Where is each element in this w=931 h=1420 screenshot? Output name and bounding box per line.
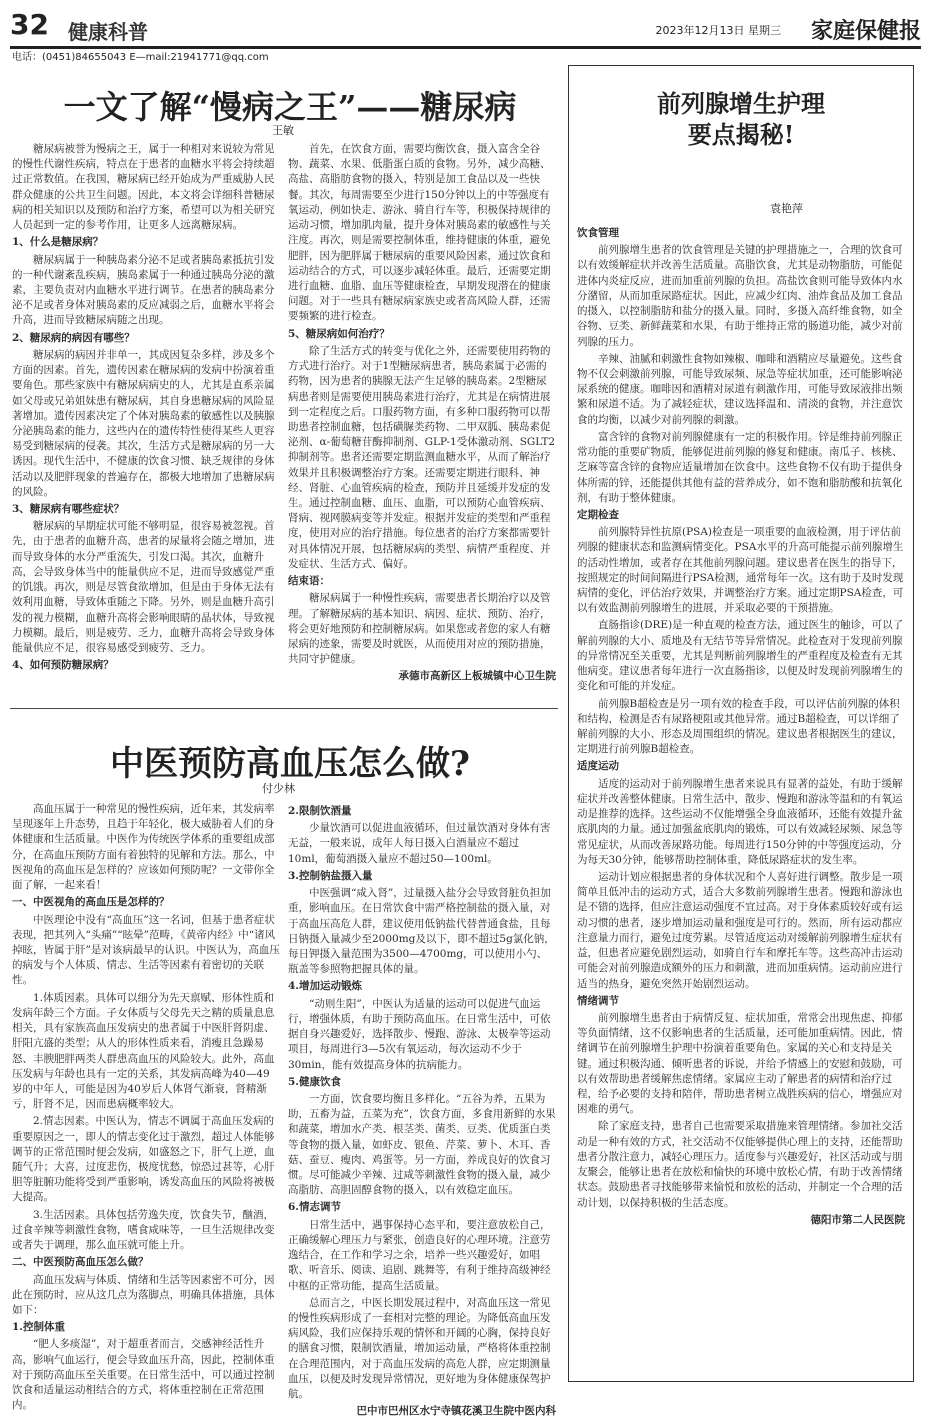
paragraph: 富含锌的食物对前列腺健康有一定的积极作用。锌是维持前列腺正常功能的重要矿物质，能够促进前列腺的修复和健康。南瓜子、核桃、芝麻等富含锌的食物应适量增加在饮食中。这些食物不仅有助于提供身体所需的锌，还能提供其他有益的营养成分，如不饱和脂肪酸和抗氧化剂，有助于整体健康。 bbox=[577, 430, 903, 504]
paragraph: 糖尿病属于一种胰岛素分泌不足或者胰岛素抵抗引发的一种代谢紊乱疾病，胰岛素属于一种通过胰岛分泌的激素，主要负责对内血糖水平进行调节。在患者的胰岛素分泌不足或者身体对胰岛素的反应减弱之后，血糖水平将会升高，进而导致糖尿病随之出现。 bbox=[12, 253, 275, 327]
section-heading: 5.健康饮食 bbox=[288, 1075, 341, 1088]
article3-body bbox=[577, 224, 905, 1372]
section-heading: 5、糖尿病如何治疗？ bbox=[288, 327, 390, 340]
article2-author: 付少林 bbox=[262, 782, 295, 795]
paragraph: 少量饮酒可以促进血液循环，但过量饮酒对身体有害无益，一般来说，成年人每日摄入白酒量应不超过10ml，葡萄酒摄入量应不超过50—100ml。 bbox=[288, 822, 551, 865]
paragraph: 中医理论中没有“高血压”这一名词，但基于患者症状表现，把其列入“头痛”“眩晕”范畴，《黄帝内经》中“诸风掉眩，皆属于肝”是对该病最早的认识。中医认为，高血压的病发与个人体质、情志、生活等因素有着密切的关联性。 bbox=[12, 913, 280, 987]
section-heading: 适度运动 bbox=[577, 760, 619, 773]
section-heading: 结束语： bbox=[288, 575, 330, 588]
section-heading: 3、糖尿病有哪些症状？ bbox=[12, 503, 125, 516]
paragraph: 糖尿病属于一种慢性疾病，需要患者长期治疗以及管理。了解糖尿病的基本知识、病因、症状、预防、治疗，将会更好地预防和控制糖尿病。如果您或者您的家人有糖尿病的迹象，需要及时就医，从而使用对应的预防措施，共同守护健康。 bbox=[288, 592, 551, 666]
section-heading: 情绪调节 bbox=[577, 994, 619, 1007]
paragraph: 日常生活中，遇事保持心态平和，要注意放松自己，正确缓解心理压力与紧张，创造良好的心理环境。注意劳逸结合，在工作和学习之余，培养一些兴趣爱好，如唱歌、听音乐、阅读、追剧、跳舞等，有利于维持高级神经中枢的正常功能，提高生活质量。 bbox=[288, 1218, 551, 1292]
paragraph: 除了生活方式的转变与优化之外，还需要使用药物的方式进行治疗。对于1型糖尿病患者，胰岛素属于必需的药物，因为患者的胰腺无法产生足够的胰岛素。2型糖尿病患者则是需要使用胰岛素进行治疗，尤其是在病情进展到一定程度之后。口服药物方面，有多种口服药物可以帮助患者控制血糖，包括磺脲类药物、二甲双胍、胰岛素促泌剂、α-葡萄糖苷酶抑制剂、GLP-1受体激动剂、SGLT2抑制剂等。患者还需要定期监测血糖水平，从而了解治疗效果并且积极调整治疗方案。还需要定期进行眼科、神经、肾脏、心血管疾病的检查，预防并且延缓并发症的发生。通过控制血糖、血压、血脂，可以预防心血管疾病、肾病、视网膜病变等并发症。根据并发症的类型和严重程度，使用对应的治疗措施。每位患者的治疗方案都需要针对具体情况开展，包括糖尿病的类型、病情严重程度、并发症状、生活方式、偏好。 bbox=[288, 344, 556, 570]
paragraph: 首先，在饮食方面，需要均衡饮食，摄入富含全谷物、蔬菜、水果、低脂蛋白质的食物。另外，减少高糖、高盐、高脂肪食物的摄入，特别是加工食品以及一些快餐。其次，每周需要至少进行150分钟以上的中等强度有氧运动，例如快走、游泳、骑自行车等，积极保持规律的运动习惯，增加肌肉量，提升身体对胰岛素的敏感性与关注度。再次，则是需要控制体重，维持健康的体重，避免肥胖，因为肥胖属于糖尿病的重要风险因素，通过饮食和运动结合的方式，可以逐步减轻体重。最后，还需要定期进行血糖、血脂、血压等健康检查，早期发现潜在的健康问题。对于一些具有糖尿病家族史或者高风险人群，还需要频繁的进行检查。 bbox=[288, 143, 551, 323]
paragraph: 3.生活因素。具体包括劳逸失度，饮食失节，酗酒，过食辛辣等刺激性食物，嗜食咸味等，一旦生活规律改变或者失于调理，那么血压就可能上升。 bbox=[12, 1208, 275, 1252]
section-heading: 3.控制钠盐摄入量 bbox=[288, 869, 373, 882]
paper-name: 家庭保健报 bbox=[810, 18, 921, 44]
article3-author: 袁艳萍 bbox=[770, 202, 803, 215]
paragraph: “肥人多痰湿”，对于超重者而言，交感神经活性升高，影响气血运行，便会导致血压升高，因此，控制体重对于预防高血压至关重要。在日常生活中，可以通过控制饮食和适量运动相结合的方式，将体重控制在正常范围内。 bbox=[12, 1338, 275, 1412]
paragraph: 运动计划应根据患者的身体状况和个人喜好进行调整。散步是一项简单且低冲击的运动方式，适合大多数前列腺增生患者。慢跑和游泳也是不错的选择，但应注意运动强度不宜过高。对于身体素质较好或有运动习惯的患者，逐步增加运动量和强度是可行的。然而，所有运动都应注意量力而行，避免过度劳累。尽管适度运动对缓解前列腺增生症状有益，但患者应避免剧烈运动，如骑自行车和摩托车等。这些高冲击运动可能会对前列腺造成额外的压力和刺激，进而加重病情。运动前应进行适当的热身，避免突然开始剧烈运动。 bbox=[577, 870, 903, 990]
paragraph: 高血压发病与体质、情绪和生活等因素密不可分，因此在预防时，应从这几点为落脚点，明确具体措施，具体如下： bbox=[12, 1273, 275, 1316]
section-heading: 定期检查 bbox=[577, 508, 619, 521]
paragraph: 前列腺增生患者的饮食管理是关键的护理措施之一，合理的饮食可以有效缓解症状并改善生活质量。高脂饮食，尤其是动物脂肪，可能促进体内炎症反应，进而加重前列腺的负担。高盐饮食则可能导致体内水分潴留，从而加重尿路症状。因此，应减少红肉、油炸食品及加工食品的摄入，以控制脂肪和盐分的摄入量。同时，多摄入高纤维食物，如全谷物、豆类、新鲜蔬菜和水果，有助于维持正常的肠道功能，减少对前列腺的压力。 bbox=[577, 244, 903, 348]
section-heading: 2、糖尿病的病因有哪些？ bbox=[12, 331, 135, 344]
paragraph: 前列腺特异性抗原(PSA)检查是一项重要的血液检测，用于评估前列腺的健康状态和监测病情变化。PSA水平的升高可能提示前列腺增生的活动性增加，或者存在其他前列腺问题。建议患者在医生的指导下，按照规定的时间间隔进行PSA检测，通常每年一次。这有助于及时发现病情的变化，评估治疗效果，并调整治疗方案。通过定期PSA检查，可以有效监测前列腺增生的进展，并采取必要的干预措施。 bbox=[577, 526, 904, 615]
article2-column-1 bbox=[12, 802, 280, 1412]
section-heading: 2.限制饮酒量 bbox=[288, 805, 352, 817]
paragraph: 辛辣、油腻和刺激性食物如辣椒、咖啡和酒精应尽量避免。这些食物不仅会刺激前列腺，可能导致尿频、尿急等症状加重，还可能影响泌尿系统的健康。咖啡因和酒精对尿道有刺激作用，可能导致尿液排出频繁和尿道不适。为了减轻症状，建议选择温和、清淡的食物，并注意饮食的均衡，以减少对前列腺的刺激。 bbox=[577, 352, 903, 426]
page-number: 32 bbox=[10, 8, 49, 41]
article3-title-line2: 要点揭秘! bbox=[687, 120, 795, 150]
section-heading: 一、中医视角的高血压是怎样的？ bbox=[12, 896, 170, 909]
institution-name: 德阳市第二人民医院 bbox=[810, 1213, 905, 1226]
paragraph: 总而言之，中医长期发展过程中，对高血压这一常见的慢性疾病形成了一套相对完整的理论。为降低高血压发病风险，我们应保持乐观的情怀和开阔的心胸，保持良好的膳食习惯，限制饮酒量，增加运动量，严格将体重控制在合理范围内，对于高血压发病的高危人群，应定期测量血压，以便及时发现异常情况，更好地为身体健康保驾护航。 bbox=[288, 1296, 551, 1401]
section-heading: 二、中医预防高血压怎么做？ bbox=[12, 1256, 149, 1269]
paragraph: “动则生阳”，中医认为适量的运动可以促进气血运行，增强体质，有助于预防高血压。在日常生活中，可依据自身兴趣爱好，选择散步、慢跑、游泳、太极拳等运动项目，每周进行3—5次有氧运动，每次运动不少于30min，能有效提高身体的抗病能力。 bbox=[288, 997, 551, 1071]
section-heading: 4、如何预防糖尿病？ bbox=[12, 659, 114, 672]
article-divider bbox=[10, 708, 558, 709]
section-heading: 1、什么是糖尿病？ bbox=[12, 236, 104, 249]
paragraph: 适度的运动对于前列腺增生患者来说具有显著的益处，有助于缓解症状并改善整体健康。日常生活中，散步、慢跑和游泳等温和的有氧运动是推荐的选择。这些运动不仅能增强全身血液循环，还能有效提升盆底肌肉的力量。通过加强盆底肌肉的锻炼，可以有效减轻尿频、尿急等常见症状，从而改善尿路功能。每周进行150分钟的中等强度运动，分为每天30分钟，能够帮助控制体重，降低尿路症状的发生率。 bbox=[577, 777, 903, 866]
article3-box bbox=[568, 65, 914, 1382]
paragraph: 一方面，饮食要均衡且多样化。“五谷为养，五果为助，五畜为益，五菜为充”，饮食方面，多食用新鲜的水果和蔬菜，增加水产类、根茎类、菌类、豆类、优质蛋白类等食物的摄入量，如虾皮、银鱼、芹菜、萝卜、木耳、香菇、蚕豆、瘦肉、鸡蛋等。另一方面，养成良好的饮食习惯。尽可能减少辛辣、过咸等刺激性食物的摄入量，减少高脂肪、高胆固醇食物的摄入，以有效稳定血压。 bbox=[288, 1092, 556, 1197]
contact-line: 电话：(0451)84655043 E—mail:21941771@qq.com bbox=[12, 52, 269, 63]
paragraph: 1.体质因素。具体可以细分为先天禀赋、形体性质和发病年龄三个方面。子女体质与父母先天之精的质量息息相关，具有家族高血压发病史的患者属于中医肝肾阴虚、肝阳亢盛的类型；从人的形体性质来看，消瘦且急躁易怒、丰腴肥胖两类人群患高血压的风险较大。此外，高血压发病与年龄也具有一定的关系，其发病高峰为40—49岁的中年人，可能是因为40岁后人体肾气渐衰，肾精渐亏，肝肾不足，因而患病概率较大。 bbox=[12, 991, 275, 1111]
institution-name: 承德市高新区上板城镇中心卫生院 bbox=[398, 670, 556, 683]
section-heading: 1.控制体重 bbox=[12, 1321, 65, 1334]
article1-column-1 bbox=[12, 142, 280, 702]
paragraph: 除了家庭支持，患者自己也需要采取措施来管理情绪。参加社交活动是一种有效的方式，社交活动不仅能够提供心理上的支持，还能帮助患者分散注意力，减轻心理压力。适度参与兴趣爱好，社区活动或与朋友聚会，能够让患者在放松和愉快的环境中放松心情，有助于改善情绪状态。鼓励患者寻找能够带来愉悦和放松的活动，并制定一个合理的活动计划，以保持积极的生活态度。 bbox=[577, 1120, 903, 1209]
article3-title bbox=[569, 88, 913, 150]
institution-name: 巴中市巴州区水宁寺镇花溪卫生院中医内科 bbox=[356, 1405, 556, 1418]
paragraph: 糖尿病的早期症状可能不够明显，很容易被忽视。首先，由于患者的血糖升高，患者的尿量将会随之增加，进而导致身体的水分严重流失，引发口渴。其次，血糖升高，会导致身体当中的能量供应不足，进而导致感觉严重的饥饿。再次，则是尽管食欲增加，但是由于身体无法有效利用血糖，导致体重随之下降。另外，则是血糖升高引发的视力模糊，血糖升高将会影响眼睛的晶状体，导致视力模糊。最后，则是疲劳、乏力，血糖升高将会导致身体能量供应不足，很容易感受到疲劳、乏力。 bbox=[12, 520, 275, 654]
section-heading: 4.增加运动锻炼 bbox=[288, 980, 362, 993]
section-heading: 饮食管理 bbox=[577, 227, 619, 239]
article1-title: 一文了解“慢病之王”——糖尿病 bbox=[63, 88, 517, 126]
article1-column-2 bbox=[288, 142, 556, 702]
paragraph: 前列腺B超检查是另一项有效的检查手段，可以评估前列腺的体积和结构，检测是否有尿路梗阻或其他异常。通过B超检查，可以详细了解前列腺的大小、形态及周围组织的情况。建议患者根据医生的建议，定期进行前列腺B超检查。 bbox=[577, 697, 903, 756]
paragraph: 糖尿病被誉为慢病之王，属于一种相对来说较为常见的慢性代谢性疾病，特点在于患者的血糖水平将会持续超过正常数值。在我国，糖尿病已经开始成为严重威胁人民群众健康的公共卫生问题。因此，本文将会详细科普糖尿病的相关知识以及预防和治疗方案，希望可以为相关研究人员起到一定的参考作用，让更多人远离糖尿病。 bbox=[12, 143, 275, 232]
article2-column-2 bbox=[288, 802, 556, 1418]
paragraph: 2.情志因素。中医认为，情志不调属于高血压发病的重要原因之一，即人的情志变化过于激烈，超过人体能够调节的正常范围时便会发病，如盛怒之下，肝气上逆，血随气升；大喜，过度悲伤，极度忧愁，惊恐过甚等，心肝胆等脏腑功能将受到严重影响，诱发高血压的风险将被极大提高。 bbox=[12, 1115, 275, 1204]
paragraph: 糖尿病的病因并非单一，其成因复杂多样，涉及多个方面的因素。首先，遗传因素在糖尿病的发病中扮演着重要角色。那些家族中有糖尿病病史的人，尤其是直系亲属如父母或兄弟姐妹患有糖尿病，其自身患糖尿病的风险显著增加。遗传因素决定了个体对胰岛素的敏感性以及胰腺分泌胰岛素的能力，这些内在的遗传特性使得某些人更容易受到糖尿病的侵袭。其次，生活方式是糖尿病的另一大诱因。现代生活中，不健康的饮食习惯、缺乏规律的身体活动以及肥胖现象的普遍存在，都极大地增加了患糖尿病的风险。 bbox=[12, 348, 275, 498]
paragraph: 中医强调“咸入肾”，过量摄入盐分会导致肾脏负担加重，影响血压。在日常饮食中需严格控制盐的摄入量，对于高血压高危人群，建议使用低钠盐代替普通食盐，且每日钠摄入量减少至2000mg及以下，即不超过5g氯化钠，每日钾摄入量范围为3500—4700mg，可以使用小勺、瓶盖等参照物把握具体的量。 bbox=[288, 887, 555, 976]
masthead bbox=[10, 6, 921, 49]
article2-title: 中医预防高血压怎么做? bbox=[110, 744, 470, 784]
paragraph: 高血压属于一种常见的慢性疾病，近年来，其发病率呈现逐年上升态势，且趋于年轻化，极大威胁着人们的身体健康和生活质量。中医作为传统医学体系的重要组成部分，在高血压预防方面有着独特的见解和方法。那么，中医视角的高血压是怎样的？应该如何预防呢？一文带你全面了解，一起来看！ bbox=[12, 803, 275, 892]
paragraph: 直肠指诊(DRE)是一种直观的检查方法，通过医生的触诊，可以了解前列腺的大小、质地及有无结节等异常情况。此检查对于发现前列腺的异常情况至关重要，尤其是判断前列腺增生的严重程度及检查有无其他病变。建议患者每年进行一次直肠指诊，以便及时发现前列腺增生的变化和可能的并发症。 bbox=[577, 619, 904, 693]
section-name: 健康科普 bbox=[68, 20, 148, 44]
article3-title-line1: 前列腺增生护理 bbox=[657, 89, 825, 118]
article1-author: 王敏 bbox=[272, 124, 294, 137]
issue-date: 2023年12月13日 星期三 bbox=[655, 24, 781, 37]
paragraph: 前列腺增生患者由于病情反复、症状加重，常常会出现焦虑、抑郁等负面情绪，这不仅影响患者的生活质量，还可能加重病情。因此，情绪调节在前列腺增生护理中扮演着重要角色。家属的关心和支持是关键。通过积极沟通、倾听患者的诉说，并给予情感上的安慰和鼓励，可以有效帮助患者缓解焦虑情绪。家属应主动了解患者的病情和治疗过程，给予必要的支持和陪伴，帮助患者树立战胜疾病的信心，增强应对困难的勇气。 bbox=[577, 1011, 903, 1116]
section-heading: 6.情志调节 bbox=[288, 1201, 341, 1214]
